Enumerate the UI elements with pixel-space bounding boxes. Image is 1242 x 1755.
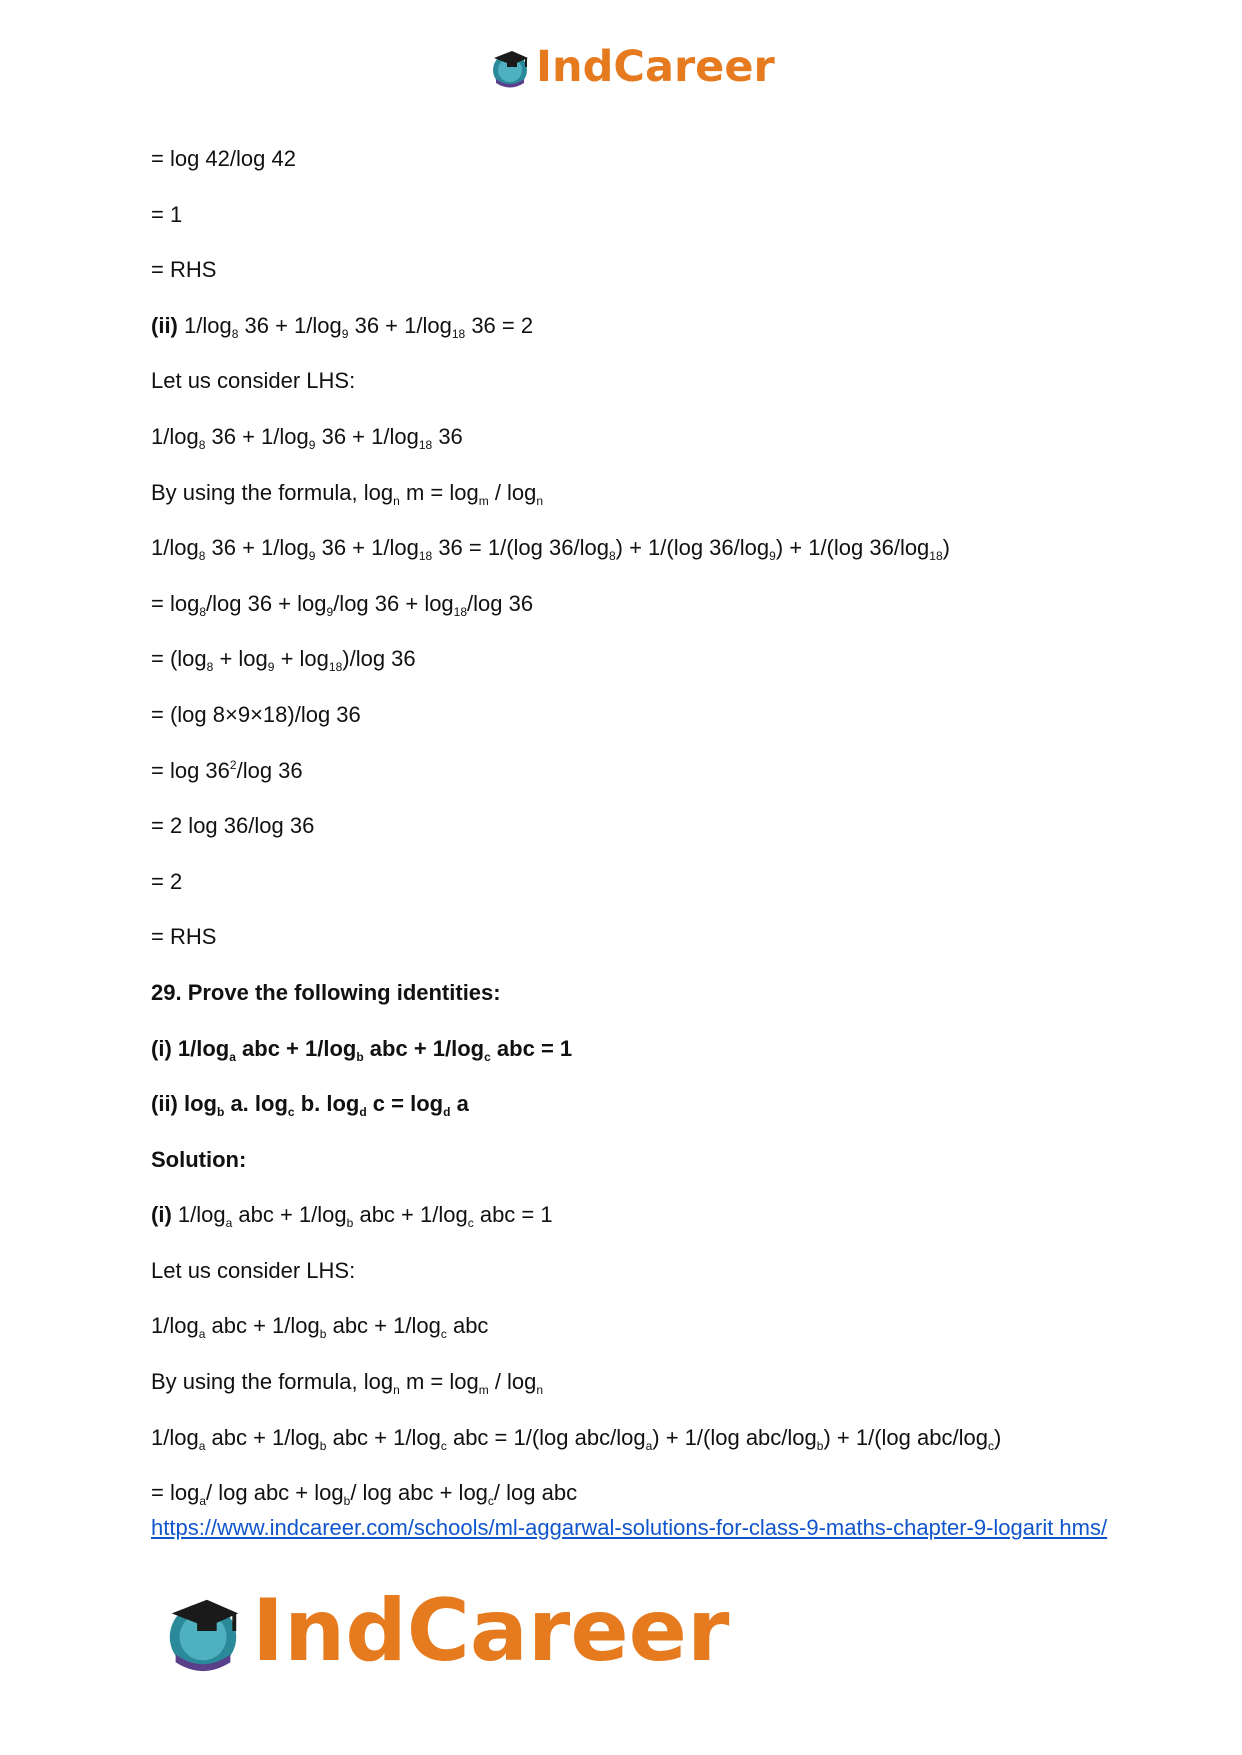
subscript: c [440, 1438, 447, 1453]
text-segment: + log [274, 646, 329, 672]
text-segment: 36 = 1/(log 36/log [432, 535, 609, 561]
text-segment: = 2 [151, 868, 183, 894]
logo-text: IndCareer [252, 1581, 730, 1681]
text-line [151, 702, 1111, 758]
subscript: 9 [341, 326, 349, 341]
subscript: 8 [198, 549, 206, 564]
text-segment: m = log [399, 479, 479, 505]
subscript: 18 [418, 549, 433, 564]
document-body [151, 146, 1111, 1536]
subscript: 18 [418, 437, 433, 452]
text-segment: m = log [399, 1369, 479, 1395]
subscript: 18 [929, 549, 943, 564]
subscript: 8 [231, 326, 239, 341]
text-segment: = log [151, 1480, 200, 1506]
subscript: 18 [328, 660, 343, 675]
subscript: b [346, 1216, 354, 1231]
subscript: n [536, 493, 544, 508]
text-segment: abc + 1/log [326, 1424, 441, 1450]
text-segment: By using the formula, log [151, 1369, 394, 1395]
footer-logo [160, 1583, 729, 1679]
text-segment: abc + 1/log [235, 1035, 357, 1061]
graduation-cap-book-globe-icon [488, 45, 532, 89]
text-line [151, 1147, 1111, 1203]
subscript: 9 [308, 437, 316, 452]
text-segment: 1/log [171, 1202, 226, 1228]
text-segment: abc = 1 [473, 1202, 553, 1228]
text-segment: a. log [224, 1091, 288, 1117]
text-line [151, 1258, 1111, 1314]
subscript: b [356, 1049, 364, 1064]
subscript: a [198, 1438, 206, 1453]
source-link[interactable]: https://www.indcareer.com/schools/ml-aggarwal-solutions-for-class-9-maths-chapter-9-logarit hms/ [151, 1515, 1108, 1540]
text-segment: /log 36 + log [333, 590, 454, 616]
text-segment: 36 + 1/log [238, 312, 342, 338]
text-line [151, 1202, 1111, 1258]
text-segment: ) [942, 535, 950, 561]
text-segment: ) + 1/(log abc/log [652, 1424, 817, 1450]
text-line [151, 480, 1111, 536]
text-segment: / log abc + log [206, 1480, 344, 1506]
graduation-cap-book-globe-icon [160, 1588, 246, 1674]
text-segment: = 1 [151, 201, 183, 227]
subscript: b [816, 1438, 824, 1453]
text-line [151, 813, 1111, 869]
header-logo [488, 40, 775, 94]
text-line [151, 1091, 1111, 1147]
text-segment: (ii) log [151, 1091, 217, 1117]
subscript: 8 [199, 604, 207, 619]
text-segment: / log [488, 479, 537, 505]
text-segment: 36 + 1/log [205, 535, 309, 561]
text-segment: By using the formula, log [151, 479, 394, 505]
text-segment: = log 42/log 42 [151, 146, 296, 171]
subscript: n [393, 1383, 400, 1398]
text-segment: )/log 36 [342, 646, 416, 672]
subscript: c [987, 1438, 994, 1453]
text-segment: 1/log [151, 423, 199, 449]
text-line [151, 758, 1111, 814]
subscript: n [536, 1383, 544, 1398]
text-segment: 1/log [177, 312, 232, 338]
text-segment: abc + 1/log [363, 1035, 485, 1061]
text-line [151, 424, 1111, 480]
text-segment: /log 36 [236, 757, 303, 783]
subscript: 9 [769, 549, 776, 564]
text-segment: 1/log [151, 1313, 199, 1339]
text-segment: 36 [432, 423, 463, 449]
subscript: c [484, 1049, 491, 1064]
text-segment: abc = 1/(log abc/log [446, 1424, 646, 1450]
subscript: 8 [206, 660, 214, 675]
text-segment: = (log 8×9×18)/log 36 [151, 701, 361, 727]
subscript: 9 [308, 549, 316, 564]
text-segment: = RHS [151, 257, 217, 283]
subscript: 8 [198, 437, 206, 452]
subscript: a [645, 1438, 653, 1453]
text-segment: 1/log [151, 1424, 199, 1450]
subscript: a [229, 1049, 236, 1064]
text-line [151, 1313, 1111, 1369]
text-segment: b. log [294, 1091, 360, 1117]
subscript: c [467, 1216, 474, 1231]
subscript: a [199, 1494, 207, 1509]
subscript: c [287, 1105, 295, 1120]
text-segment: abc = 1 [490, 1035, 573, 1061]
text-segment: /log 36 + log [206, 590, 327, 616]
text-segment: ) + 1/(log 36/log [775, 535, 930, 561]
subscript: b [319, 1327, 327, 1342]
subscript: a [198, 1327, 206, 1342]
text-line [151, 257, 1111, 313]
text-line [151, 1369, 1111, 1425]
subscript: 18 [453, 604, 468, 619]
text-line [151, 535, 1111, 591]
text-segment: + log [213, 646, 268, 672]
text-segment: = RHS [151, 924, 217, 950]
text-segment: abc + 1/log [326, 1313, 441, 1339]
text-segment: 1/log [151, 535, 199, 561]
text-line [151, 1425, 1111, 1481]
text-segment: 36 + 1/log [315, 535, 419, 561]
text-segment: Solution: [151, 1146, 247, 1172]
text-segment: abc + 1/log [353, 1202, 468, 1228]
logo-text: IndCareer [536, 42, 775, 92]
text-line [151, 591, 1111, 647]
text-segment: 36 + 1/log [315, 423, 419, 449]
text-segment: = 2 log 36/log 36 [151, 813, 315, 839]
superscript: 2 [229, 757, 237, 772]
text-segment: = log [151, 590, 200, 616]
text-line [151, 1036, 1111, 1092]
text-segment: /log 36 [467, 590, 534, 616]
text-line [151, 869, 1111, 925]
text-segment: c = log [366, 1091, 444, 1117]
text-line [151, 646, 1111, 702]
text-segment: / log abc [493, 1480, 578, 1506]
subscript: b [343, 1494, 351, 1509]
subscript: 9 [326, 604, 334, 619]
subscript: d [359, 1105, 367, 1120]
subscript: c [440, 1327, 447, 1342]
text-segment: Let us consider LHS: [151, 368, 356, 394]
text-segment: 36 + 1/log [205, 423, 309, 449]
text-segment: abc + 1/log [232, 1202, 347, 1228]
text-segment: Let us consider LHS: [151, 1257, 356, 1283]
text-segment: / log [488, 1369, 537, 1395]
text-line [151, 924, 1111, 980]
text-segment: 36 = 2 [465, 312, 534, 338]
text-segment: abc + 1/log [205, 1424, 320, 1450]
text-segment: ) [993, 1424, 1002, 1450]
subscript: 9 [267, 660, 275, 675]
text-segment: = (log [151, 646, 207, 672]
text-line [151, 202, 1111, 258]
text-segment: abc [446, 1313, 489, 1339]
text-segment: 29. Prove the following identities: [151, 979, 501, 1005]
subscript: m [478, 493, 489, 508]
text-segment: (i) 1/log [151, 1035, 230, 1061]
text-segment: = log 36 [151, 757, 230, 783]
subscript: d [443, 1105, 451, 1120]
text-segment: ) + 1/(log 36/log [615, 535, 770, 561]
subscript: c [487, 1494, 494, 1509]
text-segment: (i) [151, 1202, 172, 1228]
subscript: m [478, 1383, 489, 1398]
text-line [151, 146, 1111, 202]
text-segment: a [450, 1091, 469, 1117]
subscript: n [393, 493, 400, 508]
text-line [151, 368, 1111, 424]
subscript: b [319, 1438, 327, 1453]
subscript: b [216, 1105, 225, 1120]
text-segment: / log abc + log [350, 1480, 488, 1506]
text-line [151, 313, 1111, 369]
text-segment: 36 + 1/log [348, 312, 452, 338]
subscript: 18 [451, 326, 466, 341]
text-line [151, 980, 1111, 1036]
subscript: 8 [608, 549, 616, 564]
text-segment: abc + 1/log [205, 1313, 320, 1339]
text-segment: (ii) [151, 312, 178, 338]
text-segment: ) + 1/(log abc/log [823, 1424, 988, 1450]
subscript: a [225, 1216, 233, 1231]
